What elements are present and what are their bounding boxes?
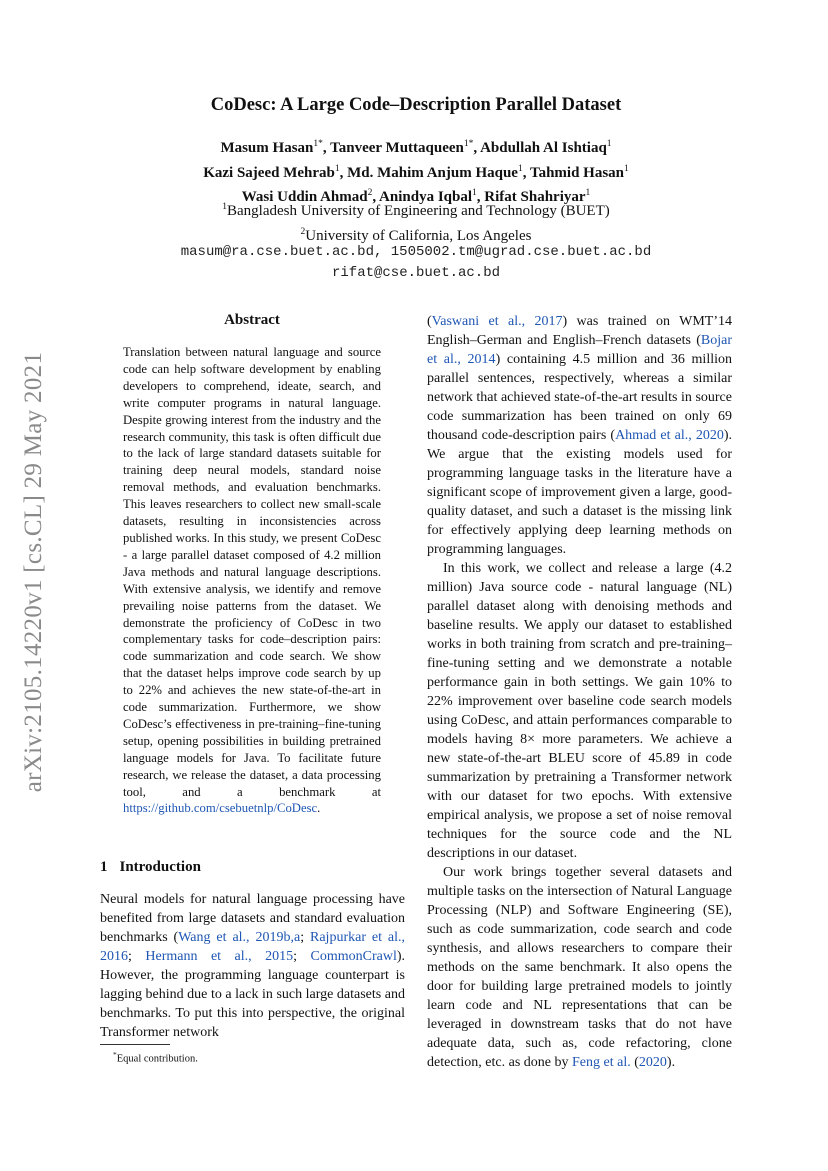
section-number: 1 — [100, 859, 108, 875]
author-name: Tahmid Hasan — [529, 164, 625, 181]
abstract-heading: Abstract — [224, 312, 280, 328]
author-mark: 1 — [517, 163, 523, 174]
author-mark: 1 — [472, 188, 477, 198]
text-run: ; — [128, 949, 146, 964]
citation-link[interactable]: Ahmad et al., 2020 — [615, 428, 724, 443]
footnote-rule — [100, 1044, 170, 1045]
author-name: Masum Hasan — [220, 140, 314, 156]
text-run: ( — [630, 1055, 639, 1070]
abstract-end: . — [317, 801, 321, 816]
citation-link[interactable]: Hermann et al., 2015 — [145, 949, 294, 964]
footnote — [113, 1050, 198, 1065]
author-mark: 1* — [313, 139, 323, 149]
author-name: Anindya Iqbal — [379, 189, 473, 205]
text-run: ; — [293, 949, 311, 964]
intro-paragraph-left — [100, 890, 405, 1042]
citation-link[interactable]: Vaswani et al., 2017 — [431, 314, 563, 329]
footnote-text: Equal contribution. — [116, 1053, 198, 1065]
right-column — [427, 312, 732, 1072]
affiliation-mark: 1 — [222, 202, 227, 212]
affiliation-text: University of California, Los Angeles — [305, 227, 532, 244]
author-line-2: Kazi Sajeed Mehrab$^1$, Md. Mahim Anjum Haque$^1$, Tahmid Hasan$^1$ — [203, 163, 629, 181]
text-run: Neural models for natural language processing have benefited from large datasets and standard evaluation benchmarks ( — [100, 892, 405, 945]
author-name: Md. Mahim Anjum Haque — [347, 164, 518, 181]
text-run: ; — [300, 930, 310, 945]
arxiv-stamp-text: arXiv:2105.14220v1 [cs.CL] 29 May 2021 — [20, 351, 47, 793]
author-emails — [100, 242, 732, 283]
section-title: Introduction — [119, 859, 201, 875]
paragraph — [427, 863, 732, 1072]
citation-link[interactable]: CommonCrawl — [310, 949, 397, 964]
author-mark: 1 — [624, 163, 629, 174]
author-name: Rifat Shahriyar — [484, 189, 586, 205]
author-line-3: Wasi Uddin Ahmad$^2$, Anindya Iqbal$^1$, Rifat Shahriyar$^1$ — [241, 188, 591, 205]
text-run: ) was trained on WMT’14 English–German and English–French datasets ( — [427, 314, 732, 348]
arxiv-stamp — [14, 292, 54, 852]
email-line-1[interactable]: masum@ra.cse.buet.ac.bd, 1505002.tm@ugrad.cse.buet.ac.bd — [180, 244, 652, 260]
author-mark: 2 — [367, 188, 373, 198]
paragraph: (Vaswani et al., 2017) was trained on WMT’14 English–German and English–French datasets (Bojar et al., 2014) containing 4.5 million and 36 million parallel sentences, respectively, whereas a similar network that achieved state-of-the-art results in source code summarization has been trained on only 69 thousand code-description pairs (Ahmad et al., 2020). We argue that the existing models used for programming language tasks in the literature have a significant scope of improvement given a large, good-quality dataset, and such a dataset is the missing link for effectively applying deep learning methods on programming languages. — [427, 314, 732, 557]
paragraph: In this work, we collect and release a large (4.2 million) Java source code - natural language (NL) parallel dataset along with denoising methods and baseline results. We apply our dataset to established works in both training from scratch and pre-training–fine-tuning setting and we demonstrate a notable performance gain in both settings. We gain 10% to 22% improvement over baseline code search models using CoDesc, and attain performances comparable to models having 8× more parameters. We achieve a new state-of-the-art BLEU score of 45.89 in code summarization by pretraining a Transformer network with our dataset for two epochs. With extensive empirical analysis, we propose a set of noise removal techniques for the source code and the NL descriptions in our dataset. — [427, 561, 732, 861]
citation-link[interactable]: Wang et al., 2019b,a — [178, 930, 301, 945]
author-name: Tanveer Muttaqueen — [330, 140, 464, 156]
footnote-mark: * — [113, 1050, 117, 1059]
affiliations — [100, 197, 732, 246]
abstract-body — [123, 344, 381, 817]
affiliation-1 — [100, 197, 732, 222]
text-run: ). — [666, 1055, 676, 1070]
author-mark: 1* — [463, 139, 474, 149]
text-run: ). However, the programming language counterpart is lagging behind due to a lack in such large datasets and benchmarks. To put this into perspective, the original Transformer network — [100, 949, 406, 1040]
author-name: Wasi Uddin Ahmad — [241, 189, 368, 205]
text-run: Our work brings together several datasets and multiple tasks on the intersection of Natural Language Processing (NLP) and Software Engineering (SE), such as code summarization, code search and code synthesis, and allows researchers to compare their methods on the same benchmark. It also opens the door for building large pretrained models to jointly learn code and NL representations that can be leveraged in downstream tasks that do not have adequate data, such as, code refactoring, clone detection, etc. as done by — [427, 865, 732, 1070]
citation-link[interactable]: Feng et al. — [572, 1055, 631, 1070]
abstract-text: Translation between natural language and source code can help software development by enabling developers to comprehend, ideate, search, and write computer programs in natural language. Despite growing interest from the industry and the research community, this task is often difficult due to the lack of large standard datasets suitable for training deep neural models, standard noise removal methods, and evaluation benchmarks. This leaves researchers to collect new small-scale datasets, resulting in inconsistencies across published works. In this study, we present CoDesc - a large parallel dataset composed of 4.2 million Java methods and natural language descriptions. With extensive analysis, we identify and remove prevailing noise patterns from the dataset. We demonstrate the proficiency of CoDesc in two complementary tasks for code–description pairs: code summarization and code search. We show that the dataset helps improve code search by up to 22% and achieves the new state-of-the-art in code summarization. Furthermore, we show CoDesc’s effectiveness in pre-training–fine-tuning setup, opening possibilities in building pretrained language models for Java. To facilitate future research, we release the dataset, a data processing tool, and a benchmark at — [123, 345, 381, 799]
text-run: ). We argue that the existing models used for programming language tasks in the literature have a significant scope of improvement given a large, good-quality dataset, and such a dataset is the missing link for effectively applying deep learning methods on programming languages. — [427, 428, 732, 557]
text-run: ) containing 4.5 million and 36 million parallel sentences, respectively, whereas a similar network that achieved state-of-the-art results in source code summarization has been trained on only 69 thousand code-description pairs ( — [427, 352, 732, 443]
citation-link[interactable]: Rajpurkar et al., 2016 — [100, 930, 406, 964]
author-mark: 1 — [334, 163, 340, 174]
author-mark: 1 — [585, 188, 591, 198]
author-mark: 1 — [606, 139, 612, 149]
paper-title: CoDesc: A Large Code–Description Parallel Dataset — [210, 95, 622, 115]
section-heading — [100, 859, 201, 876]
affiliation-mark: 2 — [300, 226, 306, 237]
author-name: Abdullah Al Ishtiaq — [480, 140, 607, 156]
email-line-2[interactable]: rifat@cse.buet.ac.bd — [331, 264, 501, 281]
author-line-1: Masum Hasan$^{1*}$, Tanveer Muttaqueen$^{1*}$, Abdullah Al Ishtiaq$^1$ — [220, 139, 612, 156]
author-name: Kazi Sajeed Mehrab — [203, 164, 335, 181]
citation-link[interactable]: Bojar et al., 2014 — [427, 333, 732, 367]
dataset-link[interactable]: https://github.com/csebuetnlp/CoDesc — [123, 801, 318, 816]
affiliation-text: Bangladesh University of Engineering and Technology (BUET) — [227, 203, 610, 219]
citation-link[interactable]: 2020 — [638, 1055, 667, 1070]
